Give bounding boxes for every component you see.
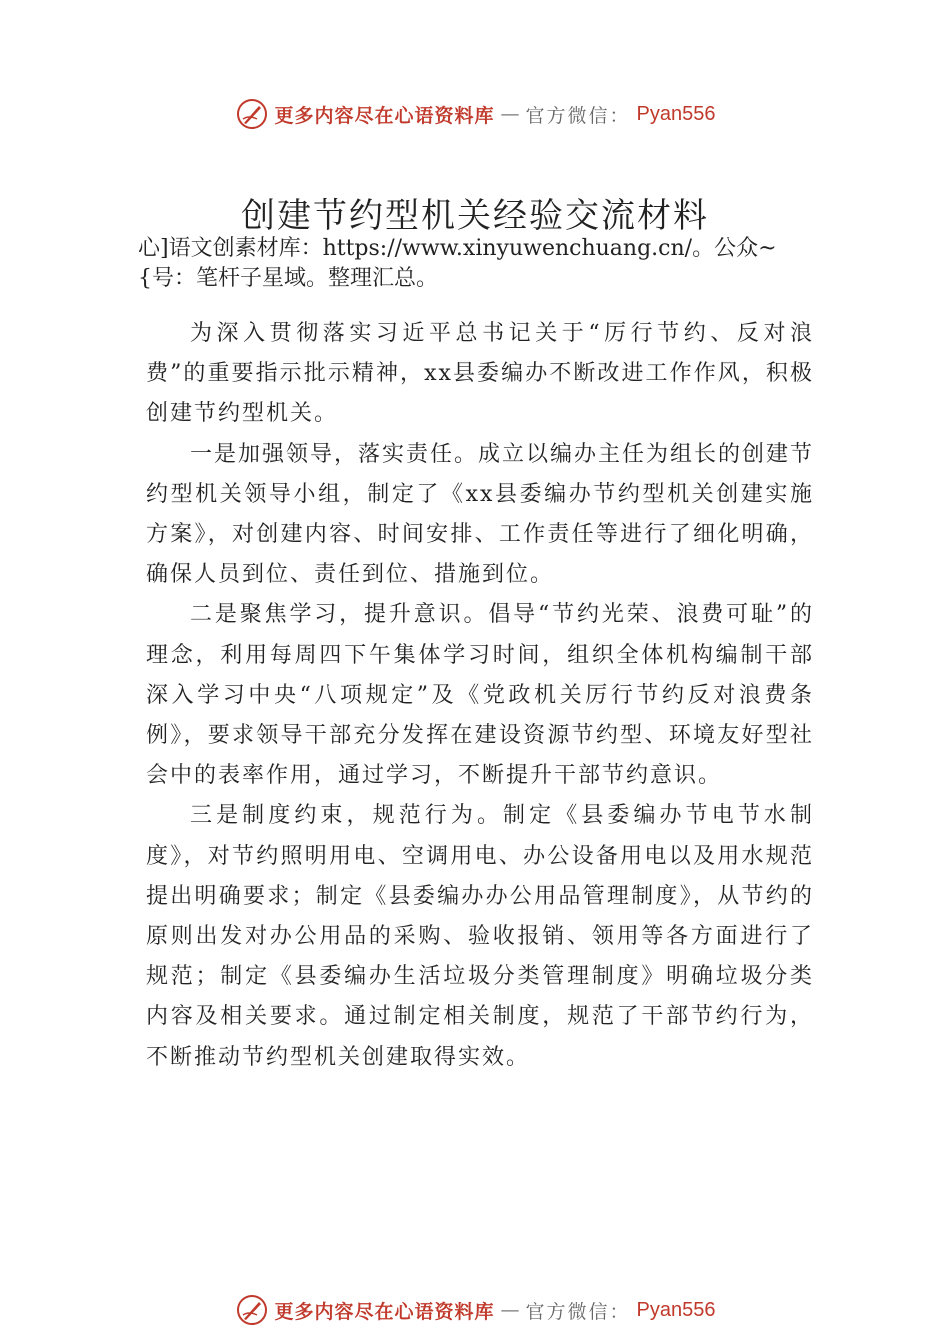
- quill-pen-logo-icon: [235, 97, 269, 131]
- paragraph-study: 二是聚焦学习，提升意识。倡导“节约光荣、浪费可耻”的理念，利用每周四下午集体学习时间，组织全体机构编制干部深入学习中央“八项规定”及《党政机关厉行节约反对浪费条例》，要求领导干部充分发挥在建设资源节约型、环境友好型社会中的表率作用，通过学习，不断提升干部节约意识。: [146, 602, 814, 789]
- document-body: [146, 314, 814, 1078]
- source-line-2: {号：笔杆子星域。整理汇总。: [138, 266, 438, 291]
- banner-separator: —: [500, 1299, 520, 1321]
- banner-wechat-id: Pyan556: [636, 1298, 716, 1321]
- banner-wechat-label: 官方微信：: [525, 1300, 631, 1323]
- banner-site-text: 更多内容尽在心语资料库: [274, 104, 495, 127]
- banner-wechat-label: 官方微信：: [525, 104, 631, 127]
- paragraph-intro: 为深入贯彻落实习近平总书记关于“厉行节约、反对浪费”的重要指示批示精神，xx县委编办不断改进工作作风，积极创建节约型机关。: [146, 321, 814, 427]
- quill-pen-logo-icon: [235, 1293, 269, 1327]
- source-note: [138, 234, 838, 294]
- footer-banner: [0, 1286, 950, 1334]
- banner-wechat-id: Pyan556: [636, 102, 716, 125]
- paragraph-rules: 三是制度约束，规范行为。制定《县委编办节电节水制度》，对节约照明用电、空调用电、办公设备用电以及用水规范提出明确要求；制定《县委编办办公用品管理制度》，从节约的原则出发对办公用品的采购、验收报销、领用等各方面进行了规范；制定《县委编办生活垃圾分类管理制度》明确垃圾分类内容及相关要求。通过制定相关制度，规范了干部节约行为，不断推动节约型机关创建取得实效。: [146, 803, 814, 1070]
- banner-separator: —: [500, 103, 520, 125]
- document-title: 创建节约型机关经验交流材料: [241, 196, 709, 236]
- source-line-1: 心]语文创素材库：https://www.xinyuwenchuang.cn/。公众~: [138, 236, 777, 261]
- banner-site-text: 更多内容尽在心语资料库: [274, 1300, 495, 1323]
- header-banner: [0, 90, 950, 138]
- paragraph-leadership: 一是加强领导，落实责任。成立以编办主任为组长的创建节约型机关领导小组，制定了《xx县委编办节约型机关创建实施方案》，对创建内容、时间安排、工作责任等进行了细化明确，确保人员到位、责任到位、措施到位。: [146, 441, 815, 588]
